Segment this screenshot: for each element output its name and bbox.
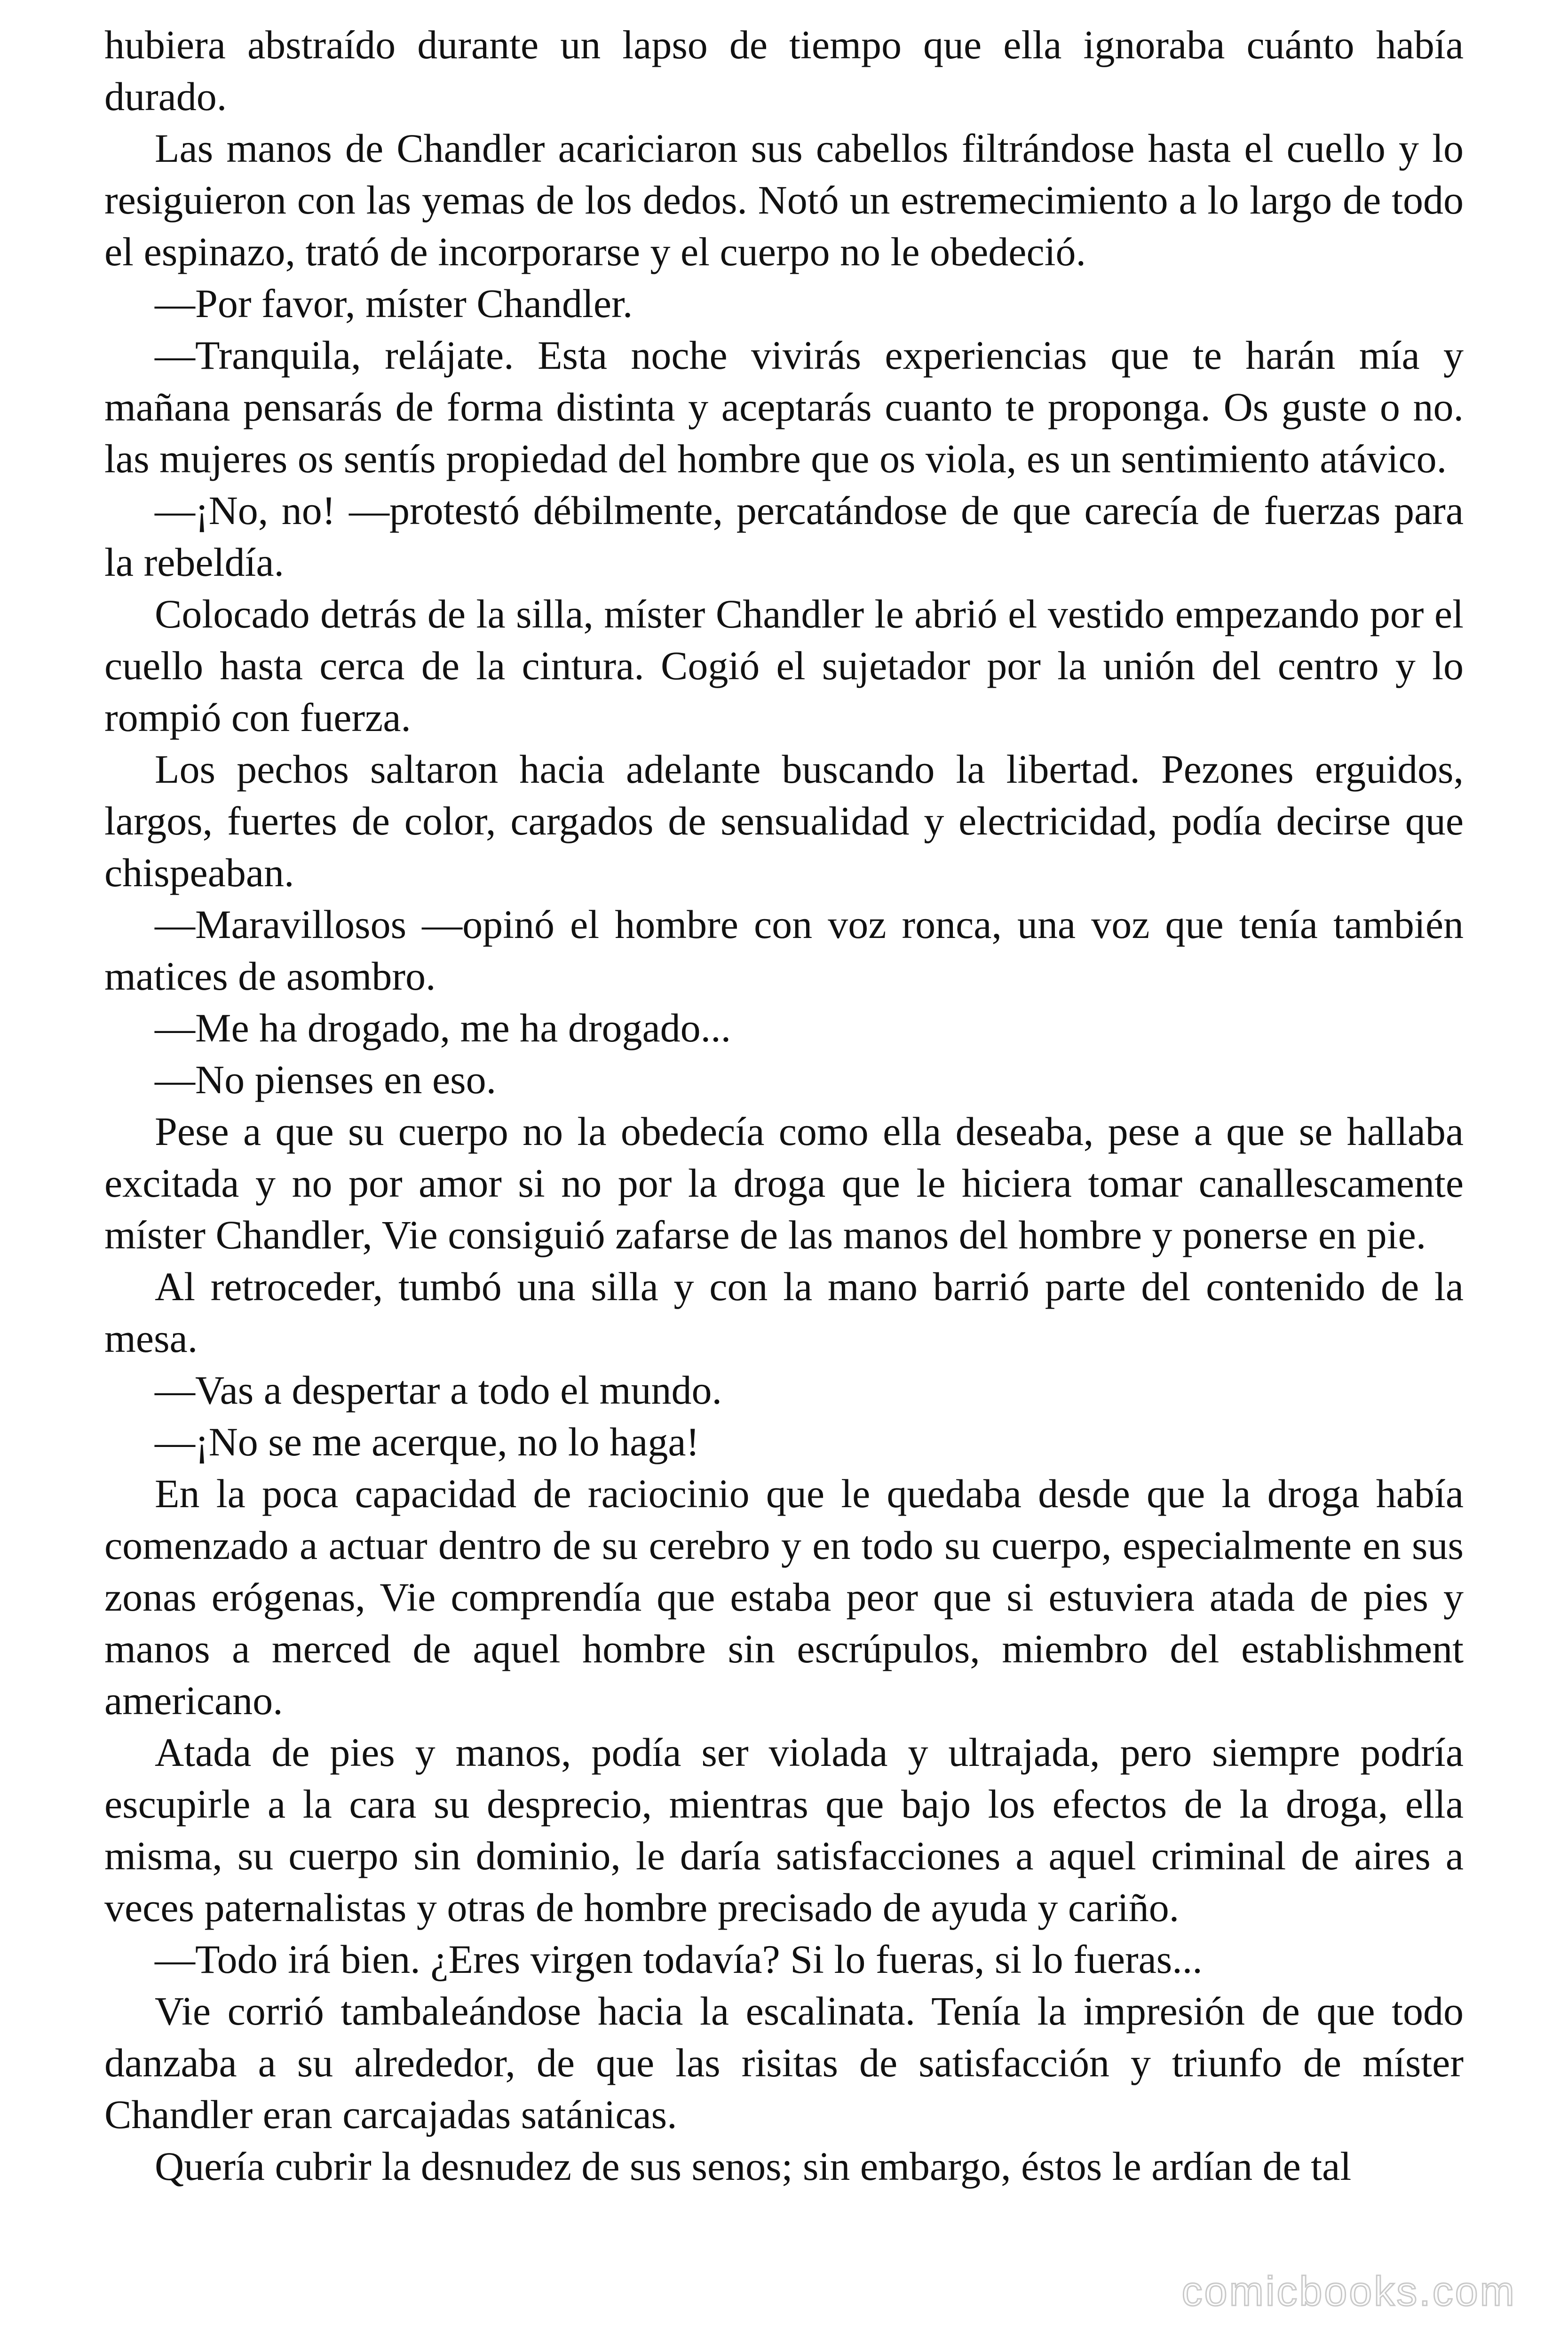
paragraph-truncated: Quería cubrir la desnudez de sus senos; sin embargo, éstos le ardían de tal [155, 2144, 1352, 2189]
paragraph: Colocado detrás de la silla, míster Chandler le abrió el vestido empezando por el cuello hasta cerca de la cintura. Cogió el sujetador por la unión del centro y lo rompió con fuerza. [104, 591, 1464, 740]
paragraph: Los pechos saltaron hacia adelante buscando la libertad. Pezones erguidos, largos, fuertes de color, cargados de sensualidad y electricidad, podía decirse que chispeaban. [104, 747, 1464, 895]
paragraph: Atada de pies y manos, podía ser violada y ultrajada, pero siempre podría escupirle a la cara su desprecio, mientras que bajo los efectos de la droga, ella misma, su cuerpo sin dominio, le daría satisfacciones a aquel criminal de aires a veces paternalistas y otras de hombre precisado de ayuda y cariño. [104, 1730, 1464, 1930]
dialogue-line: —Vas a despertar a todo el mundo. [155, 1367, 722, 1413]
dialogue-line: —¡No, no! —protestó débilmente, percatándose de que carecía de fuerzas para la rebeldía. [104, 488, 1464, 585]
dialogue-line: —No pienses en eso. [155, 1057, 497, 1102]
page-text [104, 19, 1464, 2192]
dialogue-line: —Me ha drogado, me ha drogado... [155, 1005, 731, 1050]
paragraph-continued: hubiera abstraído durante un lapso de tiempo que ella ignoraba cuánto había durado. [104, 22, 1464, 119]
dialogue-line: —Tranquila, relájate. Esta noche vivirás experiencias que te harán mía y mañana pensarás de forma distinta y aceptarás cuanto te proponga. Os guste o no. las mujeres os sentís propiedad del hombre que os viola, es un sentimiento atávico. [104, 333, 1464, 481]
paragraph: Las manos de Chandler acariciaron sus cabellos filtrándose hasta el cuello y lo resiguieron con las yemas de los dedos. Notó un estremecimiento a lo largo de todo el espinazo, trató de incorporarse y el cuerpo no le obedeció. [104, 126, 1464, 274]
dialogue-line: —Todo irá bien. ¿Eres virgen todavía? Si lo fueras, si lo fueras... [155, 1937, 1203, 1982]
paragraph: Vie corrió tambaleándose hacia la escalinata. Tenía la impresión de que todo danzaba a su alrededor, de que las risitas de satisfacción y triunfo de míster Chandler eran carcajadas satánicas. [104, 1988, 1464, 2137]
watermark: comicbooks.com [1181, 2268, 1516, 2314]
dialogue-line: —Maravillosos —opinó el hombre con voz ronca, una voz que tenía también matices de asombro. [104, 902, 1464, 999]
dialogue-line: —¡No se me acerque, no lo haga! [155, 1419, 700, 1464]
dialogue-line: —Por favor, míster Chandler. [155, 281, 633, 326]
paragraph: Al retroceder, tumbó una silla y con la mano barrió parte del contenido de la mesa. [104, 1264, 1464, 1361]
paragraph: En la poca capacidad de raciocinio que le quedaba desde que la droga había comenzado a actuar dentro de su cerebro y en todo su cuerpo, especialmente en sus zonas erógenas, Vie comprendía que estaba peor que si estuviera atada de pies y manos a merced de aquel hombre sin escrúpulos, miembro del establishment americano. [104, 1471, 1464, 1723]
paragraph: Pese a que su cuerpo no la obedecía como ella deseaba, pese a que se hallaba excitada y no por amor si no por la droga que le hiciera tomar canallescamente míster Chandler, Vie consiguió zafarse de las manos del hombre y ponerse en pie. [104, 1109, 1464, 1257]
